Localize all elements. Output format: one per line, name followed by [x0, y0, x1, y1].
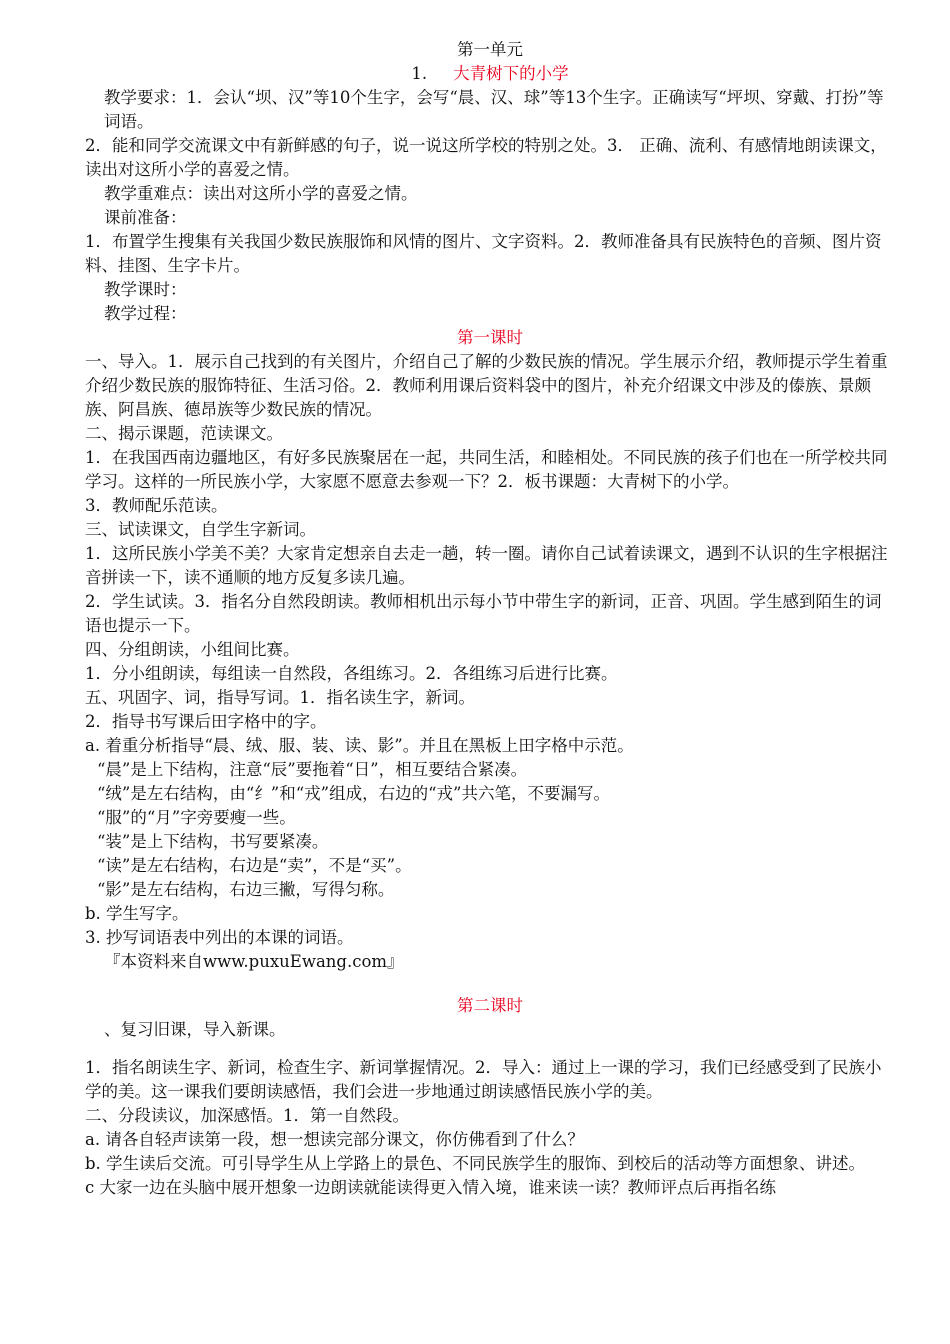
class-hours: 教学课时： [104, 280, 187, 299]
paragraph: a. 着重分析指导“晨、绒、服、装、读、影”。并且在黑板上田字格中示范。 [85, 736, 634, 755]
section-heading-second-lesson: 第二课时 [457, 996, 523, 1015]
char-note: “服”的“月”字旁要瘦一些。 [97, 808, 296, 827]
paragraph: 三、试读课文，自学生字新词。 [85, 520, 316, 539]
paragraph: 3．教师配乐范读。 [85, 496, 228, 515]
section-heading-first-lesson: 第一课时 [457, 328, 523, 347]
lesson-number: 1. [411, 64, 428, 83]
paragraph: 1．指名朗读生字、新词，检查生字、新词掌握情况。2．导入：通过上一课的学习，我们已经感受到了民族小学的美。这一课我们要朗读感悟，我们会进一步地通过朗读感悟民族小学的美。 [85, 1058, 882, 1101]
paragraph: b. 学生写字。 [85, 904, 189, 923]
spacer [85, 1042, 895, 1056]
spacer [85, 974, 895, 994]
requirements-continued: 2．能和同学交流课文中有新鲜感的句子，说一说这所学校的特别之处。3． 正确、流利、有感情地朗读课文，读出对这所小学的喜爱之情。 [85, 136, 887, 179]
paragraph: 五、巩固字、词，指导写词。1．指名读生字，新词。 [85, 688, 475, 707]
lesson-title [85, 62, 895, 86]
paragraph: 3. 抄写词语表中列出的本课的词语。 [85, 928, 354, 947]
teaching-process: 教学过程： [104, 304, 187, 323]
preparation-heading: 课前准备： [104, 208, 187, 227]
paragraph: a. 请各自轻声读第一段，想一想读完部分课文，你仿佛看到了什么？ [85, 1130, 584, 1149]
paragraph: b. 学生读后交流。可引导学生从上学路上的景色、不同民族学生的服饰、到校后的活动等方面想象、讲述。 [85, 1154, 866, 1173]
section2-intro: 、复习旧课，导入新课。 [104, 1020, 286, 1039]
paragraph: 四、分组朗读，小组间比赛。 [85, 640, 300, 659]
teaching-requirements: 教学要求：1．会认“坝、汉”等10个生字，会写“晨、汉、球”等13个生字。正确读写“坪坝、穿戴、打扮”等词语。 [104, 88, 884, 131]
source-note: 『本资料来自www.puxuEwang.com』 [104, 952, 404, 971]
char-note: “绒”是左右结构，由“纟”和“戎”组成，右边的“戎”共六笔，不要漏写。 [97, 784, 610, 803]
char-note: “装”是上下结构，书写要紧凑。 [97, 832, 329, 851]
char-note: “影”是左右结构，右边三撇，写得匀称。 [97, 880, 395, 899]
paragraph: 2．学生试读。3．指名分自然段朗读。教师相机出示每小节中带生字的新词，正音、巩固。学生感到陌生的词语也提示一下。 [85, 592, 882, 635]
paragraph: 2．指导书写课后田字格中的字。 [85, 712, 327, 731]
paragraph: 二、分段读议，加深感悟。1．第一自然段。 [85, 1106, 409, 1125]
paragraph: 1．这所民族小学美不美？大家肯定想亲自去走一趟，转一圈。请你自己试着读课文，遇到不认识的生字根据注音拼读一下，读不通顺的地方反复多读几遍。 [85, 544, 888, 587]
key-difficulty: 教学重难点：读出对这所小学的喜爱之情。 [104, 184, 418, 203]
document-page [85, 38, 895, 1200]
paragraph: 1．分小组朗读，每组读一自然段，各组练习。2．各组练习后进行比赛。 [85, 664, 618, 683]
paragraph: c 大家一边在头脑中展开想象一边朗读就能读得更入情入境，谁来读一读？教师评点后再指名练 [85, 1178, 776, 1197]
char-note: “读”是左右结构，右边是“卖”，不是“买”。 [97, 856, 412, 875]
paragraph: 一、导入。1．展示自己找到的有关图片，介绍自己了解的少数民族的情况。学生展示介绍，教师提示学生着重介绍少数民族的服饰特征、生活习俗。2．教师利用课后资料袋中的图片，补充介绍课文中涉及的傣族、景颇族、阿昌族、德昂族等少数民族的情况。 [85, 352, 888, 419]
paragraph: 1．在我国西南边疆地区，有好多民族聚居在一起，共同生活，和睦相处。不同民族的孩子们也在一所学校共同学习。这样的一所民族小学，大家愿不愿意去参观一下？2．板书课题：大青树下的小学。 [85, 448, 888, 491]
lesson-title-text: 大青树下的小学 [453, 64, 569, 83]
paragraph: 二、揭示课题，范读课文。 [85, 424, 283, 443]
preparation-text: 1．布置学生搜集有关我国少数民族服饰和风情的图片、文字资料。2．教师准备具有民族特色的音频、图片资料、挂图、生字卡片。 [85, 232, 882, 275]
unit-title: 第一单元 [457, 40, 523, 59]
char-note: “晨”是上下结构，注意“辰”要拖着“日”，相互要结合紧凑。 [97, 760, 528, 779]
